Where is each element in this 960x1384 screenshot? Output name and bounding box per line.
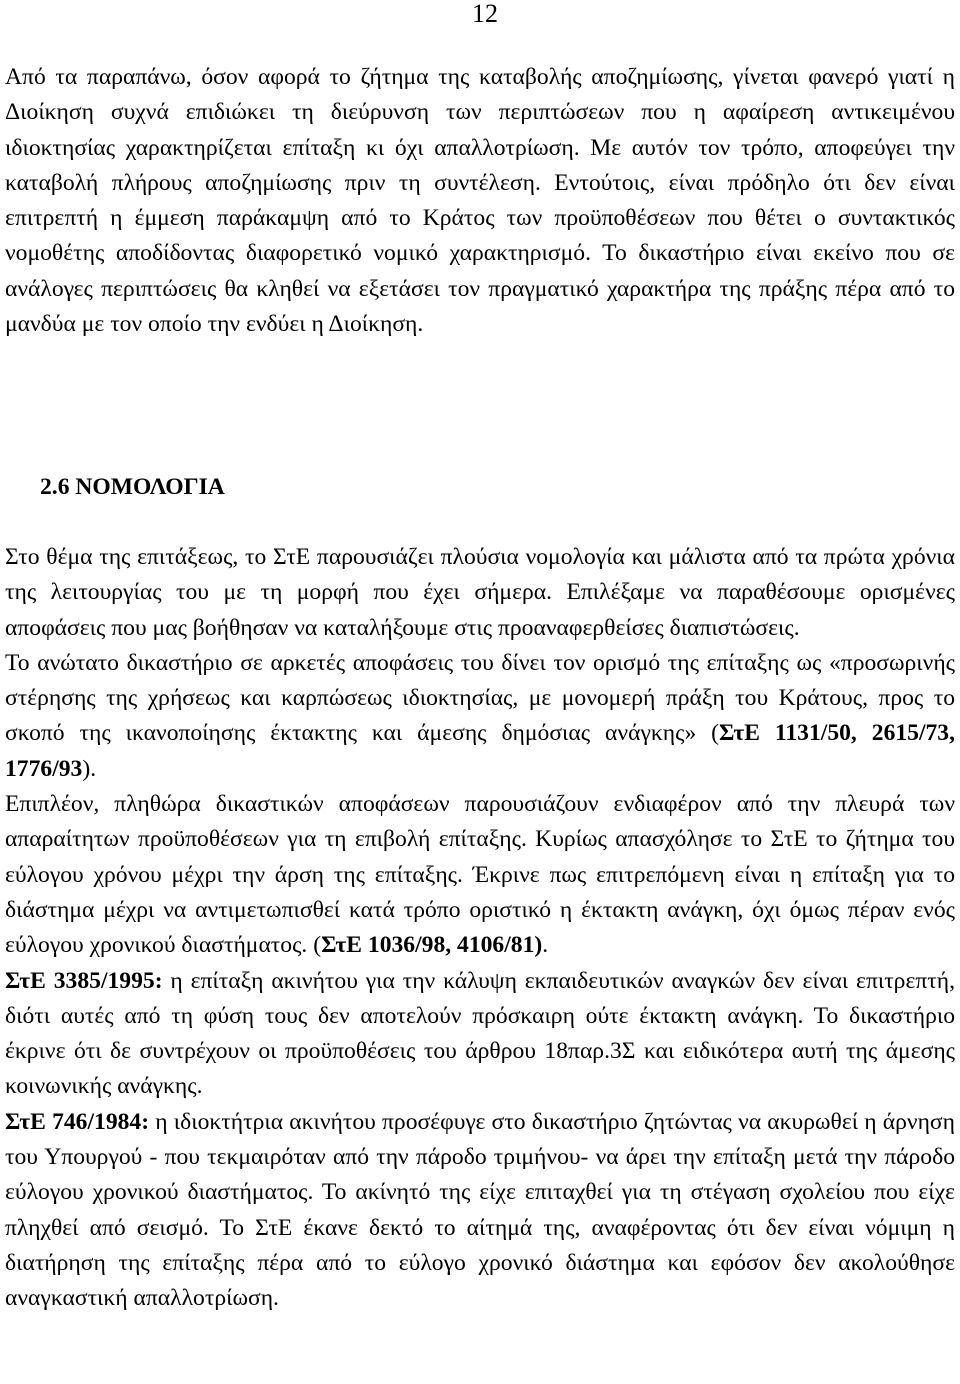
paragraph-text: ). [82,755,97,782]
paragraph-text: η ιδιοκτήτρια ακινήτου προσέφυγε στο δικαστήριο ζητώντας να ακυρωθεί η άρνηση του Υπουργού - που τεκμαιρόταν από την πάροδο τριμήνου- να άρει την επίταξη μετά την πάροδο εύλογου χρονικού διαστήματος. Το ακίνητό της είχε επιταχθεί για τη στέγαση σχολείου που είχε πληχθεί από σεισμό. Το ΣτΕ έκανε δεκτό το αίτημά της, αναφέροντας ότι δεν είναι νόμιμη η διατήρηση της επίταξης πέρα από το εύλογο χρονικό διάστημα και εφόσον δεν ακολούθησε αναγκαστική απαλλοτρίωση. [5,1108,955,1312]
paragraph-reasonable-time [5,787,955,963]
case-citation: ΣτΕ 1131/50, 2615/73, 1776/93 [5,720,956,782]
paragraph-text: Επιπλέον, πληθώρα δικαστικών αποφάσεων παρουσιάζουν ενδιαφέρον από την πλευρά των απαραίτητων προϋποθέσεων για τη επιβολή επίταξης. Κυρίως απασχόλησε το ΣτΕ το ζήτημα του εύλογου χρόνου μέχρι την άρση της επίταξης. Έκρινε πως επιτρεπόμενη είναι η επίταξη για το διάστημα μέχρι να αντιμετωπισθεί κατά τρόπο οριστικό η έκτακτη ανάγκη, όχι όμως πέραν ενός εύλογου χρονικού διαστήματος. ( [5,791,955,959]
paragraph-case-3385 [5,964,955,1105]
case-citation: ΣτΕ 746/1984: [5,1108,150,1135]
paragraph-intro [5,60,955,342]
section-heading: 2.6 ΝΟΜΟΛΟΓΙΑ [40,474,225,500]
case-law-section [5,540,955,1317]
paragraph-case-746 [5,1105,955,1317]
paragraph-text: Στο θέμα της επιτάξεως, το ΣτΕ παρουσιάζει πλούσια νομολογία και μάλιστα από τα πρώτα χρόνια της λειτουργίας του με τη μορφή που έχει σήμερα. Επιλέξαμε να παραθέσουμε ορισμένες αποφάσεις που μας βοήθησαν να καταλήξουμε στις προαναφερθείσες διαπιστώσεις. [5,544,955,641]
page-number: 12 [472,0,498,28]
paragraph-text: Το ανώτατο δικαστήριο σε αρκετές αποφάσεις του δίνει τον ορισμό της επίταξης ως «προσωρινής στέρησης της χρήσεως και καρπώσεως ιδιοκτησίας, με μονομερή πράξη του Κράτους, προς το σκοπό της ικανοποίησης έκτακτης και άμεσης δημόσιας ανάγκης» ( [5,649,955,747]
case-citation: ΣτΕ 3385/1995: [5,967,163,994]
paragraph-definition [5,646,955,787]
paragraph-text: Από τα παραπάνω, όσον αφορά το ζήτημα της καταβολής αποζημίωσης, γίνεται φανερό γιατί η Διοίκηση συχνά επιδιώκει τη διεύρυνση των περιπτώσεων που η αφαίρεση αντικειμένου ιδιοκτησίας χαρακτηρίζεται επίταξη κι όχι απαλλοτρίωση. Με αυτόν τον τρόπο, αποφεύγει την καταβολή πλήρους αποζημίωσης πριν τη συντέλεση. Εντούτοις, είναι πρόδηλο ότι δεν είναι επιτρεπτή η έμμεση παράκαμψη από το Κράτος των προϋποθέσεων που θέτει ο συντακτικός νομοθέτης αποδίδοντας διαφορετικό νομικό χαρακτηρισμό. Το δικαστήριο είναι εκείνο που σε ανάλογες περιπτώσεις θα κληθεί να εξετάσει τον πραγματικό χαρακτήρα της πράξης πέρα από το μανδύα με τον οποίο την ενδύει η Διοίκηση. [5,64,955,338]
paragraph-text: η επίταξη ακινήτου για την κάλυψη εκπαιδευτικών αναγκών δεν είναι επιτρεπτή, διότι αυτές από τη φύση τους δεν αποτελούν πρόσκαιρη ούτε έκτακτη ανάγκη. Το δικαστήριο έκρινε ότι δε συντρέχουν οι προϋποθέσεις του άρθρου 18παρ.3Σ και ειδικότερα αυτή της άμεσης κοινωνικής ανάγκης. [5,967,955,1100]
case-citation: ΣτΕ 1036/98, 4106/81) [321,932,543,959]
paragraph-text: . [542,932,549,959]
